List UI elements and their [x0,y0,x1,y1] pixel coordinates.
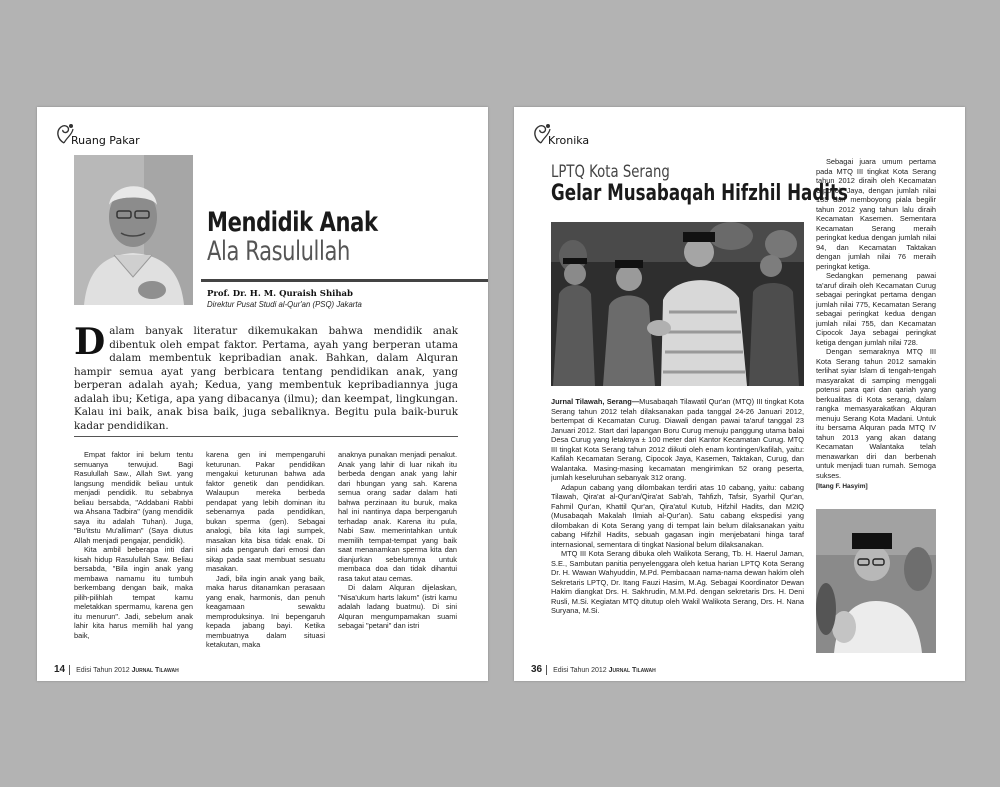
page-number: 36 [531,665,547,675]
paragraph: Jurnal Tilawah, Serang—Musabaqah Tilawatil Qur'an (MTQ) III tingkat Kota Serang tahun 2012 telah dilaksanakan pada tanggal 24-26 Januari 2012, bertempat di Kecamatan Curug. Diawali dengan pawai ta'aruf tanggal 23 Januari 2012. Start dari lapangan Boru Curug menuju panggung utama balai Desa Curug yang letaknya ± 100 meter dari Kantor Kecamatan Curug. MTQ III tingkat Kota Serang tahun 2012 diikuti oleh enam kontingen/kafilah, yaitu: Kafilah Kecamatan Serang, Cipocok Jaya, Kasemen, Taktakan, Curug, dan Walantaka. Masing-masing kecamatan mengirimkan 52 orang peserta, jumlah keseluruhan sebanyak 312 orang. [551,397,804,482]
paragraph: Dengan semaraknya MTQ III Kota Serang tahun 2012 samakin terlihat syiar Islam di tengah-tengah masyarakat di samping menggali potensi para qari dan qariah yang berkualitas di Kota serang, dalam rangka memasyarakatkan Alquran menuju Serang Kota Madani. Untuk itu bersama Alquran pada MTQ IV tahun 2013 yang akan datang Kecamatan Walantaka telah menawarkan diri dan berbenah untuk menjadi tuan rumah. Semoga sukses. [816,347,936,480]
paragraph: MTQ III Kota Serang dibuka oleh Walikota Serang, Tb. H. Haerul Jaman, S.E., Sambutan panitia penyelenggara oleh ketua harian LPTQ Kota Serang Dr. H. Wawan Wahyuddin, M.Pd. Pembacaan nama-nama dewan hakim oleh Sekretaris LPTQ, Dr. Itang Fauzi Hasim, M.Ag. Sebagai Koordinator Dewan Hakim diangkat Drs. H. Sakhrudin, M.M.Pd. dengan sekretaris Drs. H. Deni Rusli, M.Si. Kegiatan MTQ ditutup oleh Wakil Walikota Serang, Drs. H. Nana Suryana, M.Si. [551,549,804,615]
paragraph: Jadi, bila ingin anak yang baik, maka harus ditanamkan perasaan yang enak, harmonis, dan penuh keagamaan sewaktu memproduksinya. Ini bepengaruh kepada jabang bayi. Ketika membuatnya dalam situasi ketakutan, maka [206,573,325,649]
paragraph: Sedangkan pemenang pawai ta'aruf diraih oleh Kecamatan Curug sebagai peringkat pertama dengan jumlah nilai 775, Kecamatan Serang sebagai peringkat kedua dengan jumlah nilai 755, dan Kecamatan Cipocok Jaya sebagai peringkat ketiga dengan jumlah nilai 728. [816,271,936,347]
paragraph: Sebagai juara umum pertama pada MTQ III tingkat Kota Serang tahun 2012 diraih oleh Kecamatan Cipocok Jaya, dengan jumlah nilai 135 dan memboyong piala begilir tahun 2012 yang tahun lalu diraih Kecamatan Kasemen. Sementara Kecamatan Serang meraih peringkat kedua dengan jumlah nilai 94, dan Kecamatan Taktakan dengan jumlah nilai 76 meraih peringkat ketiga. [816,157,936,271]
left-page [37,107,488,681]
section-title: Ruang Pakar [71,134,140,147]
page-number: 14 [54,665,70,675]
right-page [514,107,965,681]
paragraph: Empat faktor ini belum tentu semuanya terwujud. Bagi Rasulullah Saw., Allah Swt. yang langsung mendidik beliau untuk menjadi pendidik. Itu sebabnya beliau bersabda, "Addabani Rabbi wa Ahsana Tadbira" (yang mendidik saya itu adalah Tuhan). Juga, "Bu'itstu Mu'alliman" (Saya diutus Allah menjadi pengajar, pendidik). [74,450,193,545]
text-column-2 [206,450,325,660]
main-text-column [551,397,804,667]
paragraph: Adapun cabang yang dilombakan terdiri atas 10 cabang, yaitu: cabang Tilawah, Qira'at al-Qur'an/Qira'at Sab'ah, Tahfizh, Tafsir, Syarhil Qur'an, Fahmil Qur'an, Khattil Qur'an, Qira'atul Kutub, Hifzhil Hadits, dan M2IQ (Musabaqah Makalah Ilmiah al-Qur'an). Satu cabang ekspedisi yang dilombakan di Kota Serang yang di tempat lain belum dilaksanakan yaitu cabang Hifzhil Hadits, sebuah gagasan ingin menjebatani hinga taraf internasional, sementara di tingkat Nasional belum dilaksanakan. [551,482,804,549]
section-title: Kronika [548,134,590,147]
author-role: Direktur Pusat Studi al-Qur'an (PSQ) Jakarta [207,300,362,309]
paragraph: Di dalam Alquran dijelaskan, "Nisa'ukum harts lakum" (istri kamu adalah ladang buatmu). Di sini Alquran mengumpamakan suami sebagai "petani" dan istri [338,583,457,630]
text-column-1 [74,450,193,660]
title-line-1: Mendidik Anak [207,207,378,238]
dateline: Jurnal Tilawah, Serang— [551,397,640,406]
photo-credit: [Itang F. Hasyim] [816,483,868,490]
page-footer [531,665,948,677]
side-text-column [816,157,936,501]
author-name: Prof. Dr. H. M. Quraish Shihab [207,289,353,299]
journal-name: Jurnal Tilawah [131,666,179,674]
article-kicker: LPTQ Kota Serang [551,162,670,182]
lead-text: alam banyak literatur dikemukakan bahwa mendidik anak dibentuk oleh empat faktor. Pertama, ayah yang berperan utama dalam membentuk kepribadian anak. Bahkan, dalam Alquran hampir semua ayat yang berbicara tentang pendidikan anak, yang berperan adalah ayah; Kedua, yang membentuk kepribadiannya juga adalah ibu; Ketiga, apa yang dibacanya (ilmu); dan keempat, lingkungan. Kalau ini baik, anak bisa baik, juga sebaliknya. Begitu pula baik-buruk kadar pendidikan. [74,325,458,432]
paragraph: Kita ambil beberapa inti dari kisah hidup Rasulullah Saw. Beliau bersabda, "Bila ingin anak yang membawa namamu itu tumbuh berkembang dengan baik, maka pilih-pilihlah tempat kamu meletakkan spermamu, karena gen itu menurun". Jadi, sebelum anak lahir kita harus memilih hal yang baik, [74,545,193,640]
journal-name: Jurnal Tilawah [608,666,656,674]
lead-paragraph [74,321,458,433]
title-rule [201,279,488,282]
portrait-photo [816,509,936,653]
edition: Edisi Tahun 2012 [76,666,130,674]
event-photo [551,222,804,386]
edition: Edisi Tahun 2012 [553,666,607,674]
paragraph: anaknya punakan menjadi penakut. Anak yang lahir di luar nikah itu berbeda dengan anak yang lahir dari hbungan yang sah. Karena semua orang sadar dalam hati bahwa perzinaan itu buruk, maka hal ini nantinya dapa berpengaruh terhadap anak. Karena itu pula, Nabi Saw. memerintahkan untuk memilih tempat-tempat yang baik saat menanamkan sperma kita dan dianjurkan sebelumnya untuk membaca doa dan tidak dihantui rasa takut atau cemas. [338,450,457,583]
article-title: Gelar Musabaqah Hifzhil Hadits [551,181,848,206]
title-line-2: Ala Rasulullah [207,236,350,267]
text-column-3 [338,450,457,660]
article-title [207,207,426,267]
drop-cap: D [74,321,106,363]
paragraph: karena gen ini mempengaruhi keturunan. Pakar pendidikan mengakui keturunan bahwa ada faktor genetik dan pendidikan. Walaupun mereka berbeda pendapat yang lebih dominan itu sebenarnya pada pendidikan, bukan sperma (gen). Sebagai analogi, bila kita lagi sumpek, masakan kita bisa tidak enak. Di sini ada pengaruh dari emosi dan sikap pada saat membuat sesuatu masakan. [206,450,325,573]
author-portrait [74,155,193,305]
page-footer [54,665,471,677]
divider [74,436,458,437]
